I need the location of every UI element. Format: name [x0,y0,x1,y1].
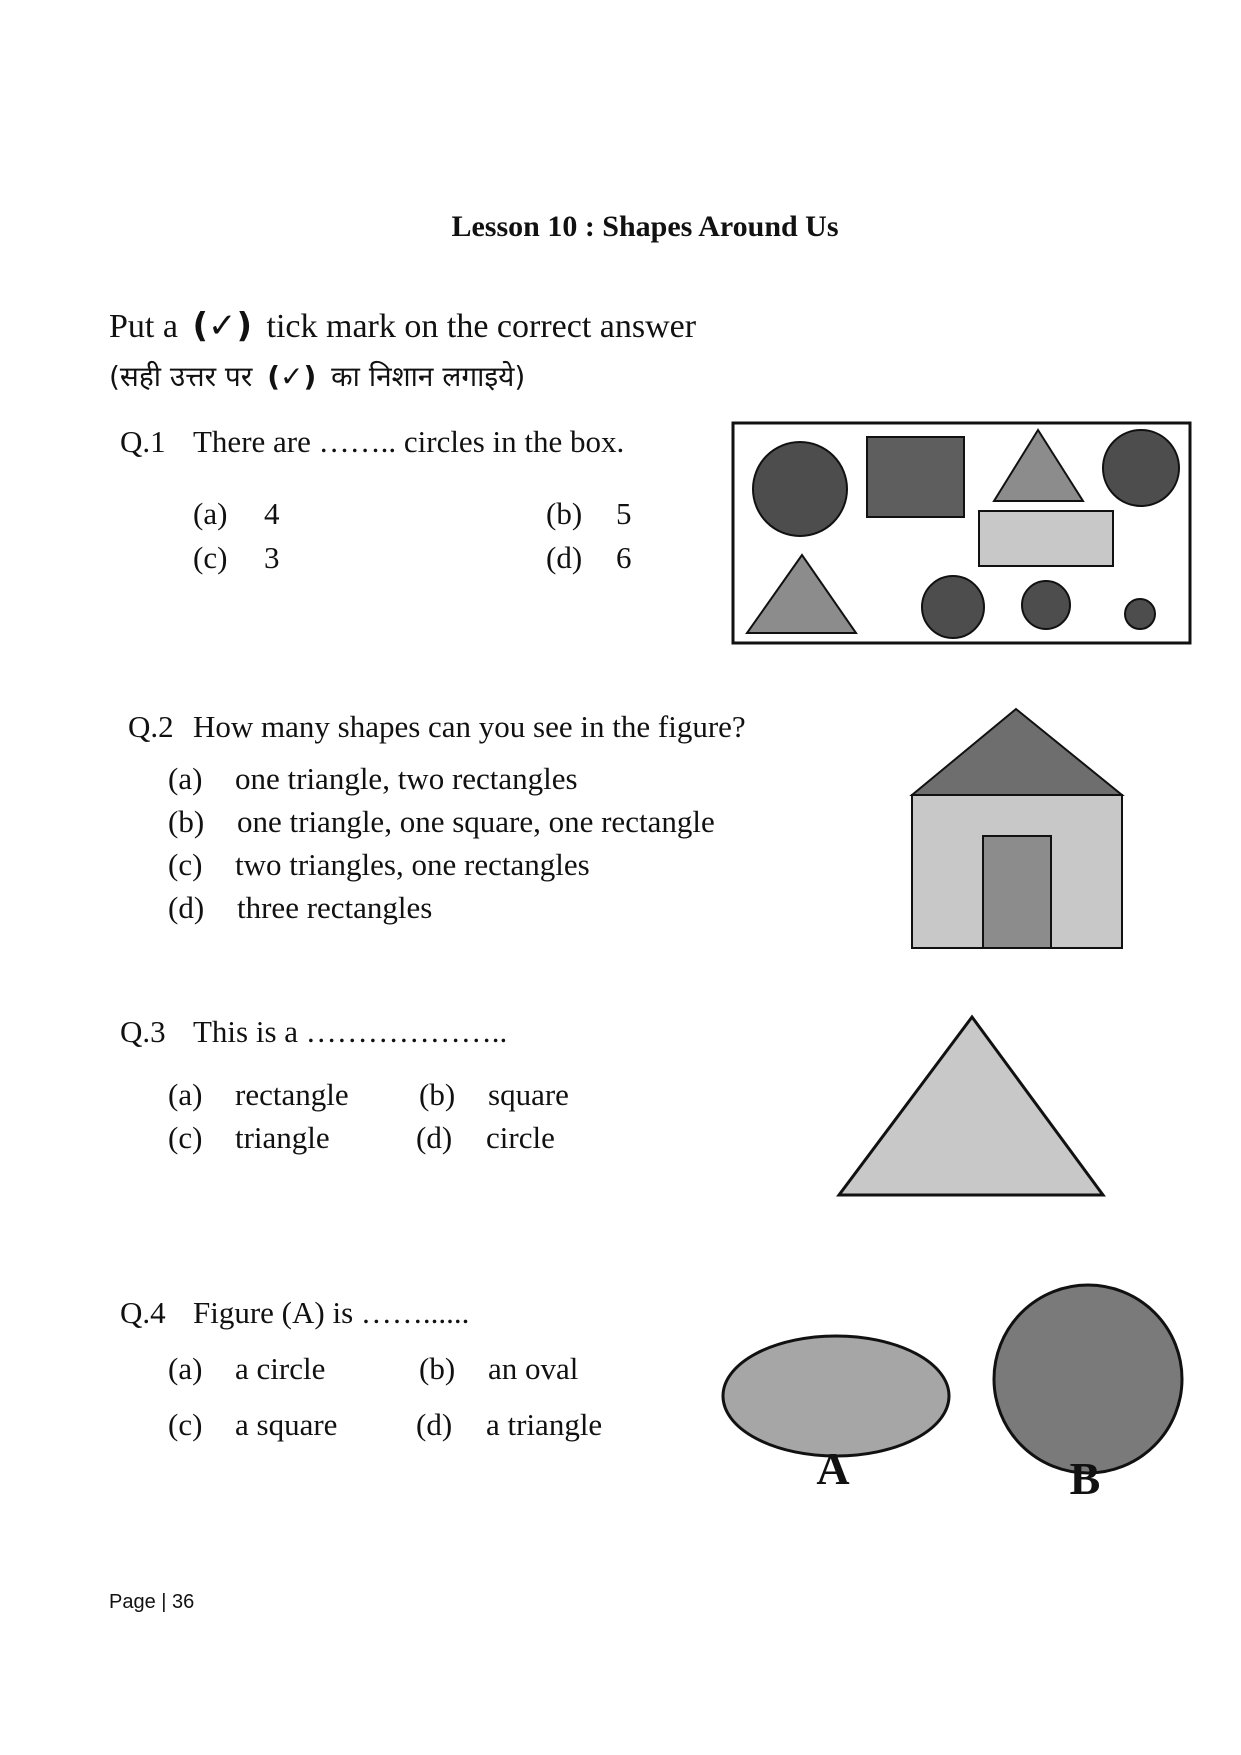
question-number: Q.2 [128,709,174,744]
house-figure [912,709,1122,948]
circle-shape [1103,430,1179,506]
option-text[interactable]: 5 [616,496,632,531]
question-number: Q.1 [120,424,166,459]
figure-label-b: B [1069,1453,1101,1504]
triangle-shape [747,555,856,633]
option-label[interactable]: (b) [168,804,205,839]
question-text: Figure (A) is ……...... [193,1295,470,1330]
option-text[interactable]: three rectangles [237,890,433,925]
question-number: Q.3 [120,1014,166,1049]
option-label[interactable]: (a) [193,496,228,531]
instruction-hindi-before: (सही उत्तर पर [109,360,253,393]
option-text[interactable]: one triangle, two rectangles [235,761,578,796]
option-label[interactable]: (a) [168,1351,203,1386]
option-text[interactable]: two triangles, one rectangles [235,847,590,882]
option-text[interactable]: 6 [616,540,632,575]
option-text[interactable]: a triangle [486,1407,603,1442]
question-text: How many shapes can you see in the figure? [193,709,746,744]
option-label[interactable]: (d) [168,890,205,925]
option-label[interactable]: (d) [416,1120,453,1155]
tick-mark-icon: (✓) [267,360,317,393]
oval-figure-a [723,1336,949,1456]
option-text[interactable]: circle [486,1120,555,1155]
option-label[interactable]: (c) [193,540,228,575]
figure-label-a: A [816,1443,850,1494]
square-shape [867,437,964,517]
option-text[interactable]: one triangle, one square, one rectangle [237,804,715,839]
circle-shape [922,576,984,638]
option-text[interactable]: a square [235,1407,338,1442]
option-text[interactable]: square [488,1077,569,1112]
question-number: Q.4 [120,1295,166,1330]
option-text[interactable]: a circle [235,1351,326,1386]
option-label[interactable]: (b) [419,1351,456,1386]
option-label[interactable]: (c) [168,1120,203,1155]
option-label[interactable]: (a) [168,761,203,796]
door-rectangle [983,836,1051,948]
option-label[interactable]: (c) [168,1407,203,1442]
option-text[interactable]: an oval [488,1351,579,1386]
triangle-shape [994,430,1083,501]
instruction-hindi-after: का निशान लगाइये) [331,360,526,393]
page-number-footer: Page | 36 [109,1591,195,1613]
roof-triangle [912,709,1122,795]
circle-shape [1022,581,1070,629]
circle-shape [1125,599,1155,629]
question-text: This is a ……………….. [193,1014,508,1049]
tick-mark-icon: (✓) [192,306,253,346]
instruction-text-after: tick mark on the correct answer [266,308,697,345]
option-label[interactable]: (b) [546,496,583,531]
option-label[interactable]: (d) [416,1407,453,1442]
rectangle-shape [979,511,1113,566]
option-label[interactable]: (b) [419,1077,456,1112]
option-text[interactable]: rectangle [235,1077,349,1112]
page-title: Lesson 10 : Shapes Around Us [451,210,839,243]
instruction-text-before: Put a [109,308,178,345]
option-label[interactable]: (a) [168,1077,203,1112]
circle-shape [753,442,847,536]
option-text[interactable]: 4 [264,496,280,531]
option-text[interactable]: triangle [235,1120,330,1155]
circle-figure-b [994,1285,1182,1473]
option-label[interactable]: (c) [168,847,203,882]
triangle-figure [839,1017,1103,1195]
option-label[interactable]: (d) [546,540,583,575]
option-text[interactable]: 3 [264,540,280,575]
question-text: There are …….. circles in the box. [193,424,625,459]
